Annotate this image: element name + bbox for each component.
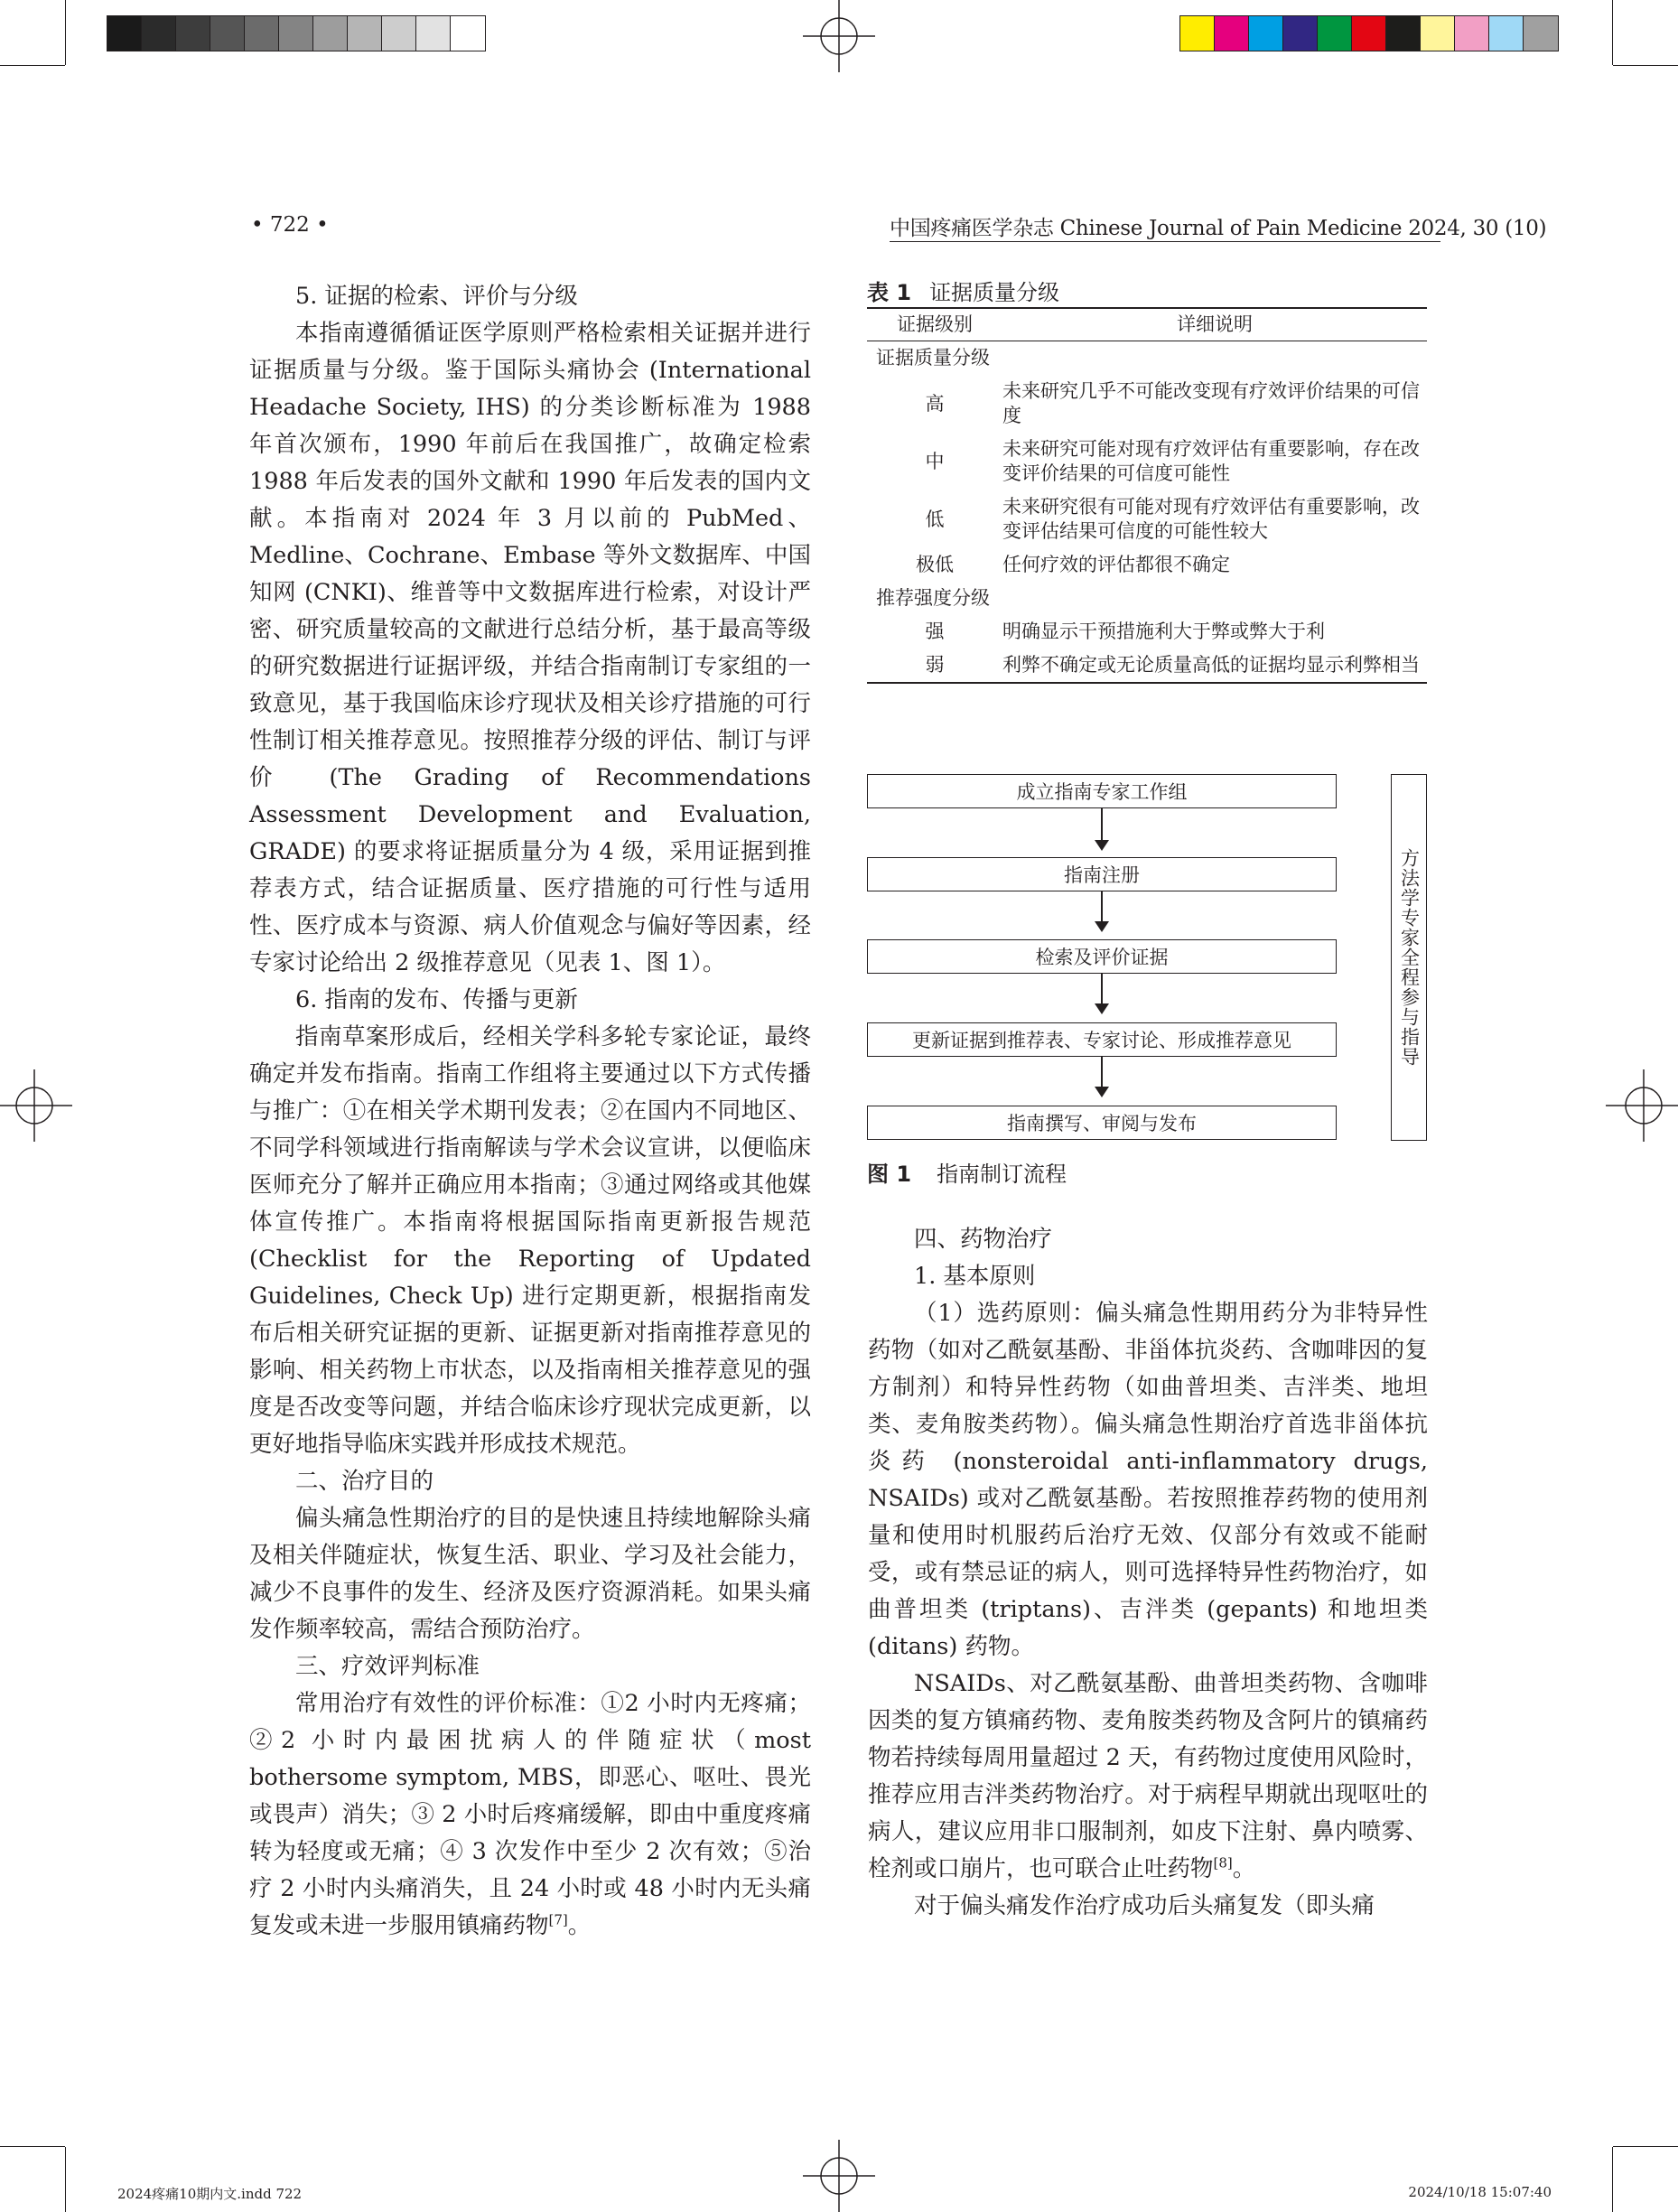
color-swatch [107, 16, 142, 51]
paragraph: 指南草案形成后，经相关学科多轮专家论证，最终确定并发布指南。指南工作组将主要通过以下方式传播与推广：①在相关学术期刊发表；②在国内不同地区、不同学科领域进行指南解读与学术会议宣讲，以便临床医师充分了解并正确应用本指南；③通过网络或其他媒体宣传推广。本指南将根据国际指南更新报告规范 (Checklist for the Reporting of Updated Guidelines, Check Up) 进行定期更新，根据指南发布后相关研究证据的更新、证据更新对指南推荐意见的影响、相关药物上市状态，以及指南相关推荐意见的强度是否改变等问题，并结合临床诊疗现状完成更新，以更好地指导临床实践并形成技术规范。 [249, 1023, 811, 1458]
level-cell: 强 [925, 621, 945, 642]
color-swatch [313, 16, 348, 51]
crop-mark [65, 0, 66, 65]
registration-mark-icon [0, 1069, 72, 1142]
citation: [8] [1213, 1854, 1233, 1871]
paragraph-text: NSAIDs、对乙酰氨基酚、曲普坦类药物、含咖啡因类的复方镇痛药物、麦角胺类药物及含阿片的镇痛药物若持续每周用量超过 2 天，有药物过度使用风险时，推荐应用吉泮类药物治疗。对于病程早期就出现呕吐的病人，建议应用非口服制剂，如皮下注射、鼻内喷雾、栓剂或口崩片，也可联合止吐药物 [868, 1670, 1428, 1882]
paragraph: （1）选药原则：偏头痛急性期用药分为非特异性药物（如对乙酰氨基酚、非甾体抗炎药、含咖啡因的复方制剂）和特异性药物（如曲普坦类、吉泮类、地坦类、麦角胺类药物）。偏头痛急性期治疗首选非甾体抗炎药 (nonsteroidal anti-inflammatory drugs, NSAIDs) 或对乙酰氨基酚。若按照推荐药物的使用剂量和使用时机服药后治疗无效、仅部分有效或不能耐受，或有禁忌证的病人，则可选择特异性药物治疗，如曲普坦类 (triptans)、吉泮类 (gepants) 和地坦类 (ditans) 药物。 [868, 1300, 1428, 1660]
crop-mark [1612, 0, 1613, 65]
flow-arrow [1101, 808, 1103, 841]
color-swatch [1180, 16, 1215, 51]
table-label: 表 1 [867, 280, 912, 305]
paragraph: 本指南遵循循证医学原则严格检索相关证据并进行证据质量与分级。鉴于国际头痛协会 (International Headache Society, IHS) 的分类诊断标准为 1988 年首次颁布，1990 年前后在我国推广，故确定检索 1988 年后发表的国外文献和 1990 年后发表的国内文献。本指南对 2024 年 3 月以前的 PubMed、Medline、Cochrane、Embase 等外文数据库、中国知网 (CNKI)、维普等中文数据库进行检索，对设计严密、研究质量较高的文献进行总结分析，基于最高等级的研究数据进行证据评级，并结合指南制订专家组的一致意见，基于我国临床诊疗现状及相关诊疗措施的可行性制订相关推荐意见。按照推荐分级的评估、制订与评价 (The Grading of Recommendations Assessment Development and Evaluation, GRADE) 的要求将证据质量分为 4 级，采用证据到推荐表方式，结合证据质量、医疗措施的可行性与适用性、医疗成本与资源、病人价值观念与偏好等因素，经专家讨论给出 2 级推荐意见（见表 1、图 1）。 [249, 320, 811, 976]
table-row [867, 341, 1427, 376]
table-row [867, 582, 1427, 615]
evidence-table [867, 307, 1427, 684]
arrow-head-icon [1095, 1087, 1109, 1097]
flow-side-note: 方法学专家全程参与指导 [1391, 774, 1427, 1141]
paragraph: 偏头痛急性期治疗的目的是快速且持续地解除头痛及相关伴随症状，恢复生活、职业、学习及社会能力，减少不良事件的发生、经济及医疗资源消耗。如果头痛发作频率较高，需结合预防治疗。 [249, 1505, 811, 1643]
level-cell: 高 [925, 392, 945, 415]
crop-mark [1612, 2147, 1613, 2212]
color-swatch [1352, 16, 1386, 51]
paragraph-text: 常用治疗有效性的评价标准：①2 小时内无疼痛；②2 小时内最困扰病人的伴随症状（most bothersome symptom, MBS，即恶心、呕吐、畏光或畏声）消失；③ 2 小时后疼痛缓解，即由中重度疼痛转为轻度或无痛；④ 3 次发作中至少 2 次有效；⑤治疗 2 小时内头痛消失，且 24 小时或 48 小时内无头痛复发或未进一步服用镇痛药物 [249, 1690, 811, 1939]
desc-cell: 任何疗效的评估都很不确定 [1002, 554, 1230, 575]
color-swatch [1421, 16, 1455, 51]
paragraph [868, 1666, 1428, 1888]
crop-mark [65, 2147, 66, 2212]
color-swatch [245, 16, 279, 51]
color-swatch [382, 16, 416, 51]
section-heading: 四、药物治疗 [914, 1226, 1053, 1253]
figure-caption [867, 1156, 1067, 1188]
desc-cell: 明确显示干预措施利大于弊或弊大于利 [1002, 621, 1325, 642]
flow-step-5: 指南撰写、审阅与发布 [867, 1106, 1337, 1140]
desc-cell: 未来研究很有可能对现有疗效评估有重要影响，改变评估结果可信度的可能性较大 [1002, 496, 1420, 542]
table-row [867, 375, 1427, 433]
arrow-head-icon [1095, 921, 1109, 932]
color-swatch [1455, 16, 1489, 51]
slug-timestamp: 2024/10/18 15:07:40 [1408, 2184, 1552, 2200]
color-swatch [142, 16, 176, 51]
grayscale-bar [107, 15, 486, 51]
registration-mark-icon [803, 2140, 875, 2212]
color-swatch [210, 16, 245, 51]
registration-mark-icon [1606, 1069, 1678, 1142]
color-swatch [1489, 16, 1524, 51]
color-swatch [279, 16, 313, 51]
crop-mark [0, 65, 65, 66]
paragraph-end: 。 [567, 1912, 592, 1939]
table-row [867, 433, 1427, 490]
paragraph: 对于偏头痛发作治疗成功后头痛复发（即头痛 [914, 1892, 1375, 1919]
flow-step-2: 指南注册 [867, 857, 1337, 891]
color-swatch [1215, 16, 1249, 51]
desc-cell: 未来研究可能对现有疗效评估有重要影响，存在改变评价结果的可信度可能性 [1002, 438, 1420, 484]
arrow-head-icon [1095, 1003, 1109, 1014]
crop-mark [0, 2146, 65, 2147]
table-row [867, 548, 1427, 582]
left-column [249, 278, 811, 1945]
table-title [867, 275, 1059, 306]
color-swatch [1318, 16, 1352, 51]
citation: [7] [548, 1911, 568, 1928]
group-label: 证据质量分级 [876, 347, 990, 369]
flow-arrow [1101, 1057, 1103, 1087]
section-heading: 1. 基本原则 [914, 1263, 1036, 1290]
table-header: 详细说明 [1002, 308, 1427, 341]
flow-arrow [1101, 891, 1103, 922]
arrow-head-icon [1095, 840, 1109, 851]
page-number: • 722 • [251, 213, 329, 237]
table-row [867, 649, 1427, 683]
slug-filename: 2024疼痛10期内文.indd 722 [117, 2186, 303, 2202]
section-heading: 三、疗效评判标准 [295, 1653, 480, 1680]
color-swatch [348, 16, 382, 51]
flow-step-4: 更新证据到推荐表、专家讨论、形成推荐意见 [867, 1022, 1337, 1057]
level-cell: 极低 [916, 554, 954, 575]
color-swatch [1524, 16, 1558, 51]
section-heading: 6. 指南的发布、传播与更新 [295, 986, 578, 1013]
color-swatch [451, 16, 485, 51]
figure-label: 图 1 [867, 1162, 912, 1187]
journal-header: 中国疼痛医学杂志 Chinese Journal of Pain Medicine 2024, 30 (10) [890, 217, 1547, 240]
desc-cell: 未来研究几乎不可能改变现有疗效评价结果的可信度 [1002, 380, 1420, 426]
table-caption: 证据质量分级 [929, 280, 1060, 305]
color-swatch [1386, 16, 1421, 51]
group-label: 推荐强度分级 [876, 587, 990, 609]
section-heading: 二、治疗目的 [295, 1468, 434, 1495]
color-bar [1179, 15, 1559, 51]
registration-mark-icon [803, 0, 875, 72]
color-swatch [1249, 16, 1283, 51]
paragraph-end: 。 [1232, 1855, 1256, 1882]
color-swatch [416, 16, 451, 51]
level-cell: 低 [925, 508, 945, 530]
flow-step-1: 成立指南专家工作组 [867, 774, 1337, 808]
crop-mark [1613, 65, 1678, 66]
table-header: 证据级别 [867, 308, 1002, 341]
color-swatch [176, 16, 210, 51]
flow-arrow [1101, 974, 1103, 1004]
level-cell: 中 [925, 450, 945, 472]
color-swatch [1283, 16, 1318, 51]
paragraph [249, 1685, 811, 1945]
crop-mark [1613, 2146, 1678, 2147]
section-heading: 5. 证据的检索、评价与分级 [295, 283, 578, 310]
level-cell: 弱 [867, 649, 1002, 683]
flow-step-3: 检索及评价证据 [867, 939, 1337, 974]
table-row [867, 490, 1427, 548]
right-column [868, 1221, 1428, 1925]
figure-title: 指南制订流程 [937, 1162, 1067, 1187]
header-rule [890, 241, 1440, 242]
desc-cell: 利弊不确定或无论质量高低的证据均显示利弊相当 [1002, 649, 1427, 683]
table-row [867, 615, 1427, 649]
